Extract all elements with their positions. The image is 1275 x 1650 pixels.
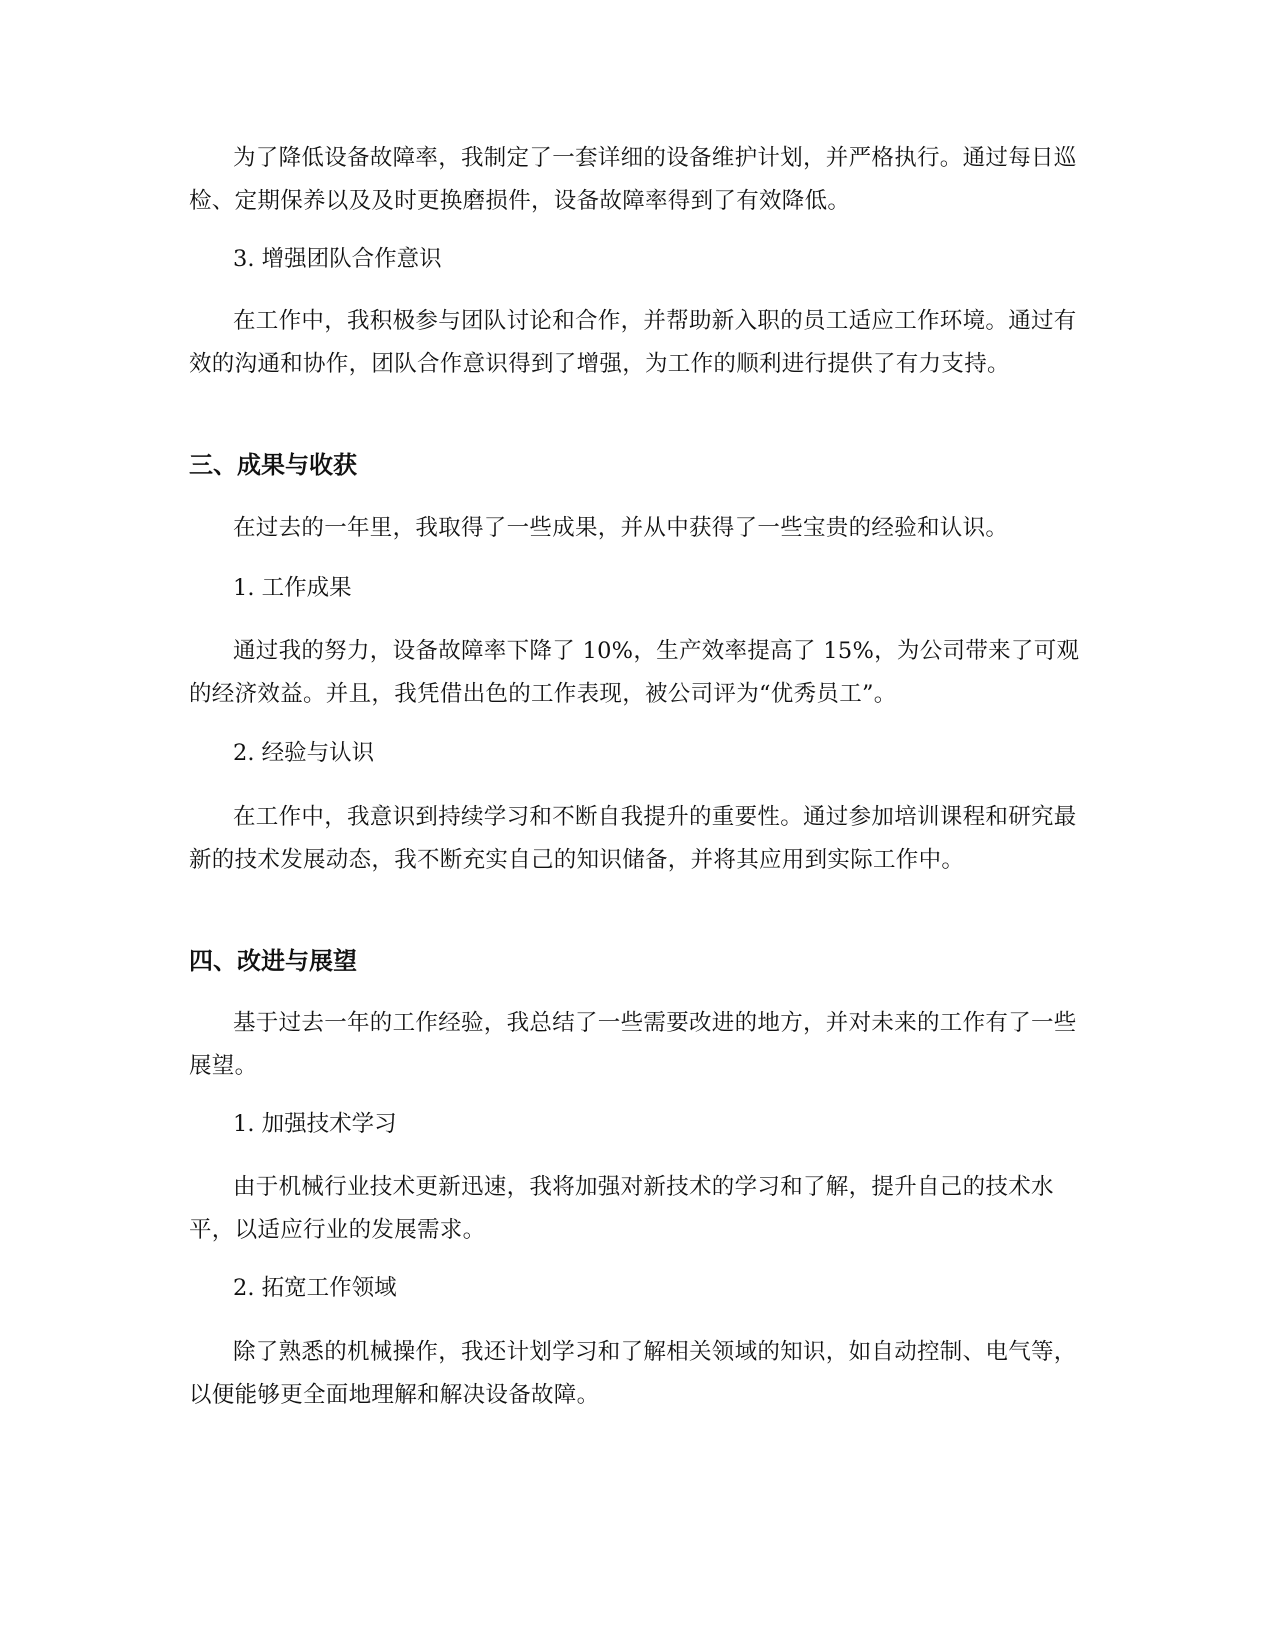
list-item-learning: 1. 加强技术学习 [233, 1111, 397, 1137]
list-item-experience: 2. 经验与认识 [233, 740, 375, 766]
list-item-scope: 2. 拓宽工作领域 [233, 1275, 397, 1301]
paragraph-results: 通过我的努力，设备故障率下降了 10%，生产效率提高了 15%，为公司带来了可观的经济效益。并且，我凭借出色的工作表现，被公司评为“优秀员工”。 [189, 638, 1080, 707]
list-item-team: 3. 增强团队合作意识 [233, 246, 442, 272]
paragraph-experience: 在工作中，我意识到持续学习和不断自我提升的重要性。通过参加培训课程和研究最新的技术发展动态，我不断充实自己的知识储备，并将其应用到实际工作中。 [189, 804, 1077, 873]
paragraph-maintenance: 为了降低设备故障率，我制定了一套详细的设备维护计划，并严格执行。通过每日巡检、定期保养以及及时更换磨损件，设备故障率得到了有效降低。 [189, 145, 1077, 214]
list-item-results: 1. 工作成果 [233, 575, 352, 601]
paragraph-scope: 除了熟悉的机械操作，我还计划学习和了解相关领域的知识，如自动控制、电气等，以便能够更全面地理解和解决设备故障。 [189, 1339, 1077, 1408]
paragraph-learning: 由于机械行业技术更新迅速，我将加强对新技术的学习和了解，提升自己的技术水平，以适应行业的发展需求。 [189, 1174, 1054, 1243]
section-heading-achievements: 三、成果与收获 [189, 451, 357, 479]
paragraph-improvement-intro: 基于过去一年的工作经验，我总结了一些需要改进的地方，并对未来的工作有了一些展望。 [189, 1010, 1077, 1079]
paragraph-achievements-intro: 在过去的一年里，我取得了一些成果，并从中获得了一些宝贵的经验和认识。 [233, 515, 1009, 541]
paragraph-team: 在工作中，我积极参与团队讨论和合作，并帮助新入职的员工适应工作环境。通过有效的沟通和协作，团队合作意识得到了增强，为工作的顺利进行提供了有力支持。 [189, 308, 1077, 377]
section-heading-improvement: 四、改进与展望 [189, 947, 357, 975]
